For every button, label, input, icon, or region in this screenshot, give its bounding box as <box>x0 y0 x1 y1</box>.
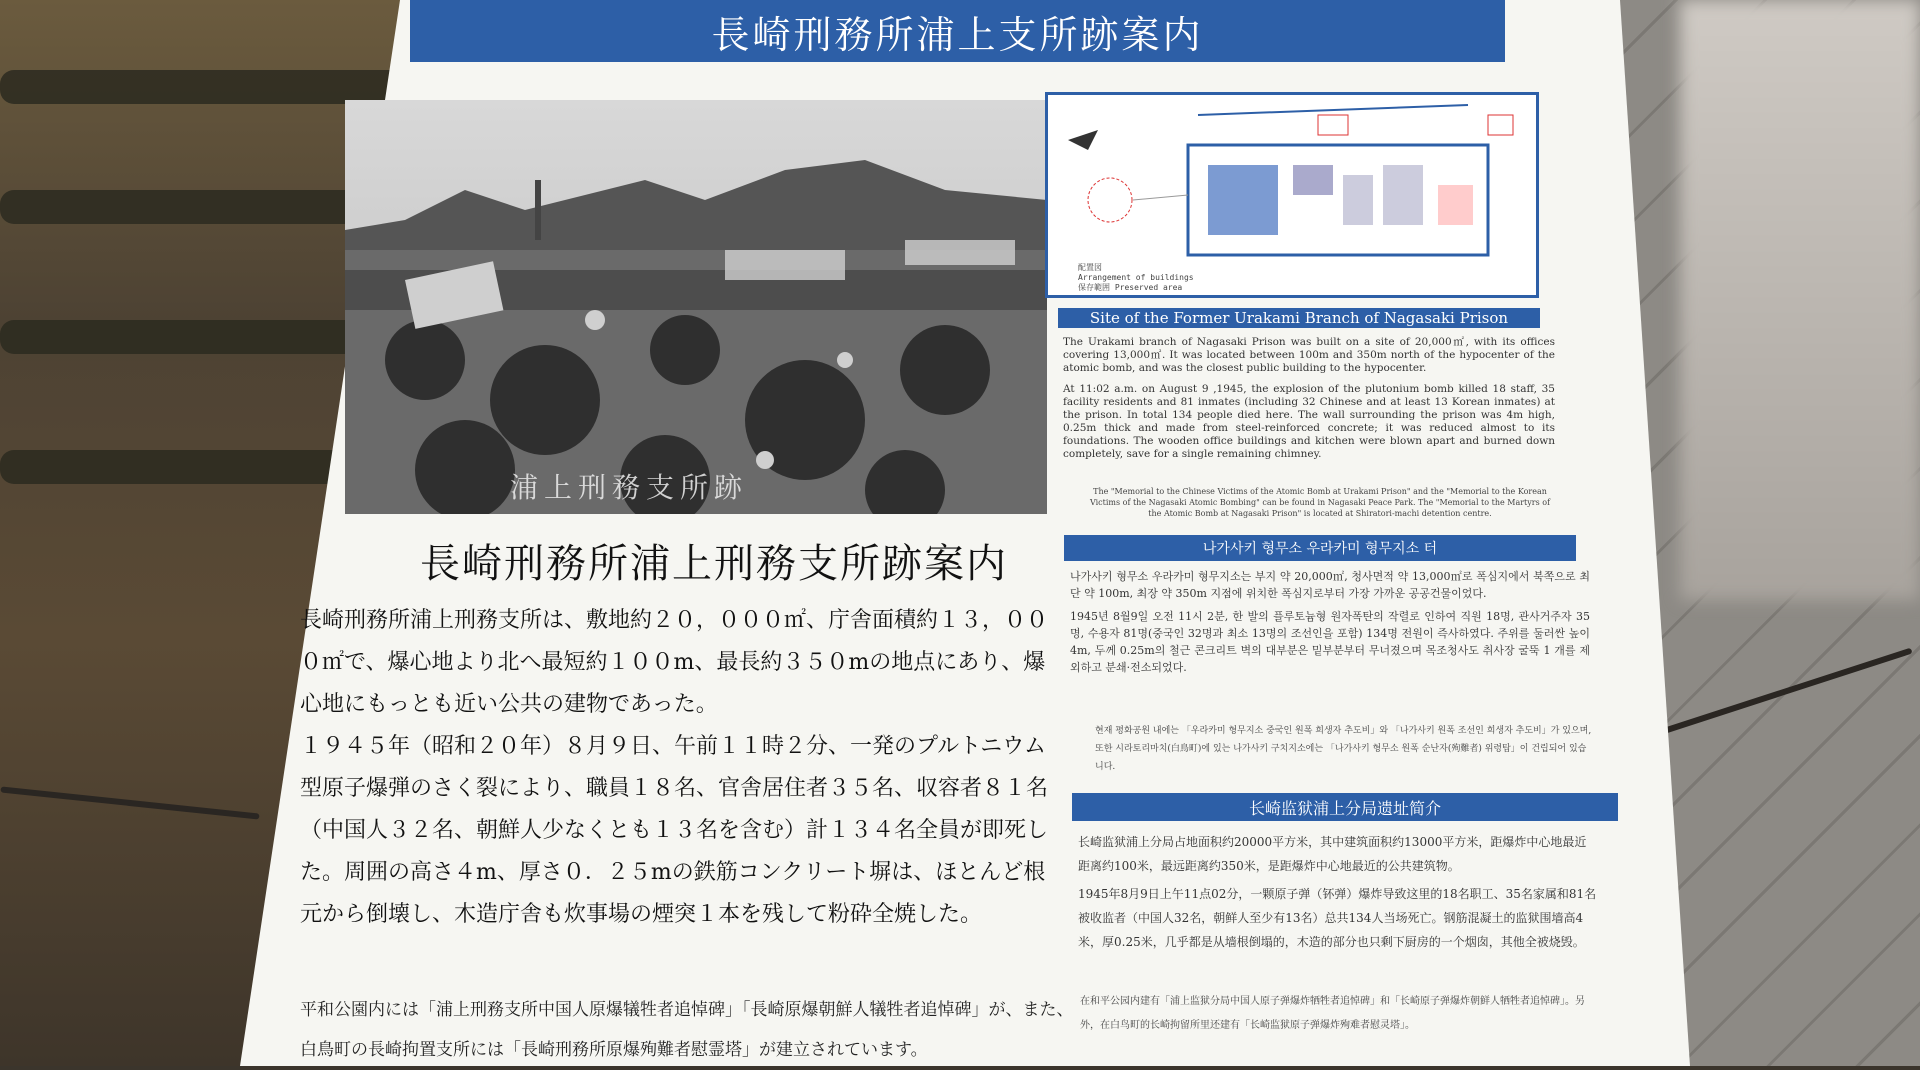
japanese-body <box>300 600 1050 936</box>
english-note: The "Memorial to the Chinese Victims of the Atomic Bomb at Urakami Prison" and the "Memorial to the Korean Victims of the Nagasaki Atomic Bombing" can be found in Nagasaki Peace Park. The "Memorial to the Martyrs of the Atomic Bomb at Nagasaki Prison" is located at Shiratori-machi detention centre. <box>1089 487 1551 518</box>
japanese-note: 平和公園内には「浦上刑務支所中国人原爆犠牲者追悼碑」「長崎原爆朝鮮人犠牲者追悼碑」が、また、白鳥町の長崎拘置支所には「長崎刑務所原爆殉難者慰霊塔」が建立されています。 <box>300 1000 1074 1060</box>
english-paragraph: At 11:02 a.m. on August 9 ,1945, the explosion of the plutonium bomb killed 18 staff, 35 facility residents and 81 inmates (including 32 Chinese and at least 13 Korean inmates) at the prison. In total 134 people died here. The wall surrounding the prison was 4m high, 0.25m thick and made from steel-reinforced concrete; it was reduced almost to its foundations. The wooden office buildings and kitchen were blown apart and burned down completely, save for a single remaining chimney. <box>1063 383 1555 460</box>
map-legend-preserved: 保存範囲 Preserved area <box>1078 283 1183 292</box>
chinese-body <box>1078 830 1598 958</box>
japanese-title: 長崎刑務所浦上刑務支所跡案内 <box>420 541 1008 587</box>
korean-paragraph: 나가사키 형무소 우라카미 형무지소는 부지 약 20,000㎡, 청사면적 약 13,000㎡로 폭심지에서 북쪽으로 최단 약 100m, 최장 약 350m 지점에 위치한 폭심지로부터 가장 가까운 공공건물이었다. <box>1070 570 1590 600</box>
hedge-row <box>0 70 420 104</box>
english-paragraph: The Urakami branch of Nagasaki Prison was built on a site of 20,000㎡, with its offices covering 13,000㎡. It was located between 100m and 350m north of the hypocenter of the atomic bomb, and was the closest public building to the hypocenter. <box>1063 336 1555 374</box>
korean-note: 현재 평화공원 내에는 「우라카미 형무지소 중국인 원폭 희생자 추도비」와 「나가사키 원폭 조선인 희생자 추도비」가 있으며, 또한 시라토리마치(白鳥町)에 있는 나가사키 구치지소에는 「나가사키 형무소 원폭 순난자(殉難者) 위령탑」이 건립되어 있습니다. <box>1095 726 1592 772</box>
chinese-title-bar: 长崎监狱浦上分局遗址简介 <box>1072 793 1618 821</box>
chinese-paragraph: 1945年8月9日上午11点02分，一颗原子弹（钚弹）爆炸导致这里的18名职工、35名家属和81名被收监者（中国人32名，朝鲜人至少有13名）总共134人当场死亡。钢筋混凝土的监狱围墙高4米，厚0.25米，几乎都是从墙根倒塌的，木造的部分也只剩下厨房的一个烟囱，其他全被烧毁。 <box>1078 887 1597 949</box>
site-map <box>1045 92 1539 298</box>
english-title-bar: Site of the Former Urakami Branch of Nagasaki Prison <box>1058 308 1540 328</box>
japanese-paragraph: 長崎刑務所浦上刑務支所は、敷地約２０，０００㎡、庁舎面積約１３，０００㎡で、爆心地より北へ最短約１００m、最長約３５０mの地点にあり、爆心地にもっとも近い公共の建物であった。 <box>300 608 1049 717</box>
photo-caption: 浦上刑務支所跡 <box>510 471 749 504</box>
chinese-paragraph: 长崎监狱浦上分局占地面积约20000平方米，其中建筑面积约13000平方米，距爆炸中心地最近距离约100米，最远距离约350米，是距爆炸中心地最近的公共建筑物。 <box>1078 835 1587 873</box>
korean-title-bar: 나가사키 형무소 우라카미 형무지소 터 <box>1064 535 1576 561</box>
blurred-person <box>1680 0 1920 600</box>
korean-body <box>1070 568 1590 682</box>
map-legend-title: 配置図 <box>1078 263 1102 272</box>
korean-paragraph: 1945년 8월9일 오전 11시 2분, 한 발의 플루토늄형 원자폭탄의 작렬로 인하여 직원 18명, 관사거주자 35명, 수용자 81명(중국인 32명과 최소 13명의 조선인을 포함) 134명 전원이 즉사하였다. 주위를 둘러싼 높이 4m, 두께 0.25m의 철근 콘크리트 벽의 대부분은 밑부분부터 무너졌으며 목조청사도 취사장 굴뚝 1 개를 제외하고 분쇄·전소되었다. <box>1070 610 1590 674</box>
map-legend-text: Arrangement of buildings <box>1078 273 1194 282</box>
historical-photo <box>345 100 1047 514</box>
japanese-paragraph: １９４５年（昭和２０年）８月９日、午前１１時２分、一発のプルトニウム型原子爆弾のさく裂により、職員１８名、官舎居住者３５名、収容者８１名（中国人３２名、朝鮮人少なくとも１３名を含む）計１３４名全員が即死した。周囲の高さ４m、厚さ０．２５mの鉄筋コンクリート塀は、ほとんど根元から倒壊し、木造庁舎も炊事場の煙突１本を残して粉砕全焼した。 <box>300 734 1049 927</box>
english-body <box>1063 336 1555 469</box>
sign-banner-title: 長崎刑務所浦上支所跡案内 <box>410 0 1505 62</box>
chinese-note: 在和平公园内建有「浦上监狱分局中国人原子弹爆炸牺牲者追悼碑」和「长崎原子弹爆炸朝鲜人牺牲者追悼碑」。另外，在白鸟町的长崎拘留所里还建有「长崎监狱原子弹爆炸殉难者慰灵塔」。 <box>1080 996 1585 1031</box>
map-legend <box>1078 263 1194 293</box>
